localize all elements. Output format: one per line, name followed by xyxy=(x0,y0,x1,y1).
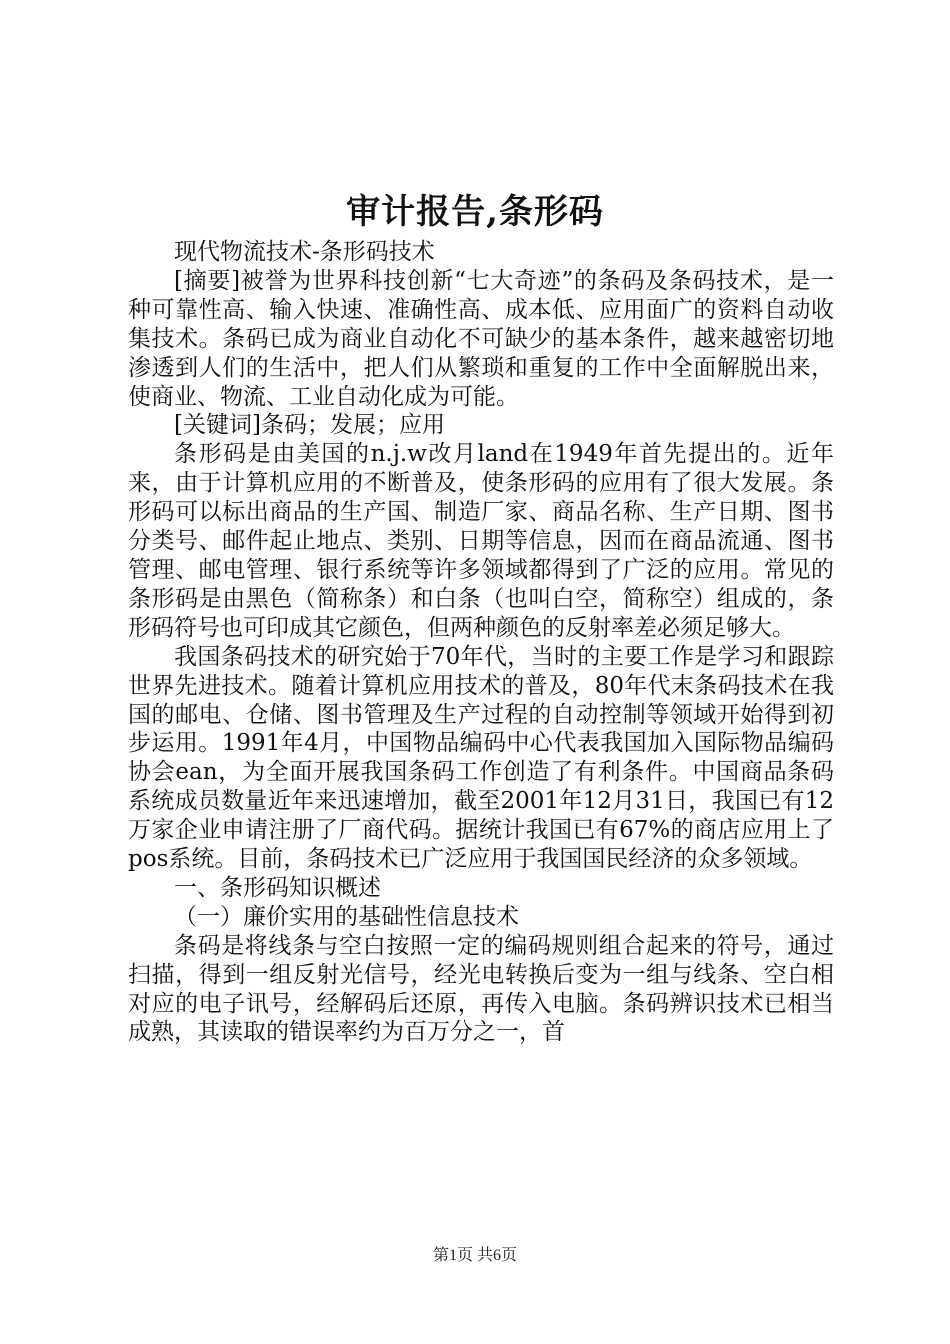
subsection-heading: （一）廉价实用的基础性信息技术 xyxy=(174,903,519,930)
section-subtitle: 现代物流技术-条形码技术 xyxy=(174,239,435,265)
page-number: 第1页 共6页 xyxy=(432,1247,517,1264)
section-heading: 一、条形码知识概述 xyxy=(174,874,381,901)
abstract-paragraph: [摘要]被誉为世界科技创新“七大奇迹”的条码及条码技术，是一种可靠性高、输入快速、准确性高、成本低、应用面广的资料自动收集技术。条码已成为商业自动化不可缺少的基本条件，越来越密切地渗透到人们的生活中，把人们从繁琐和重复的工作中全面解脱出来，使商业、物流、工业自动化成为可能。 xyxy=(128,267,834,410)
document-title: 审计报告,条形码 xyxy=(346,192,604,232)
document-body xyxy=(128,238,834,1047)
keywords-paragraph: [关键词]条码；发展；应用 xyxy=(174,412,445,439)
body-paragraph: 条码是将线条与空白按照一定的编码规则组合起来的符号，通过扫描，得到一组反射光信号，经光电转换后变为一组与线条、空白相对应的电子讯号，经解码后还原，再传入电脑。条码辨识技术已相当成熟，其读取的错误率约为百万分之一，首 xyxy=(128,932,834,1046)
body-paragraph: 条形码是由美国的n.j.w改月land在1949年首先提出的。近年来，由于计算机应用的不断普及，使条形码的应用有了很大发展。条形码可以标出商品的生产国、制造厂家、商品名称、生产日期、图书分类号、邮件起止地点、类别、日期等信息，因而在商品流通、图书管理、邮电管理、银行系统等许多领域都得到了广泛的应用。常见的条形码是由黑色（简称条）和白条（也叫白空，简称空）组成的，条形码符号也可印成其它颜色，但两种颜色的反射率差必须足够大。 xyxy=(128,441,834,641)
body-paragraph: 我国条码技术的研究始于70年代，当时的主要工作是学习和跟踪世界先进技术。随着计算机应用技术的普及，80年代末条码技术在我国的邮电、仓储、图书管理及生产过程的自动控制等领域开始得到初步运用。1991年4月，中国物品编码中心代表我国加入国际物品编码协会ean，为全面开展我国条码工作创造了有利条件。中国商品条码系统成员数量近年来迅速增加，截至2001年12月31日，我国已有12万家企业申请注册了厂商代码。据统计我国已有67%的商店应用上了pos系统。目前，条码技术已广泛应用于我国国民经济的众多领域。 xyxy=(128,643,834,873)
